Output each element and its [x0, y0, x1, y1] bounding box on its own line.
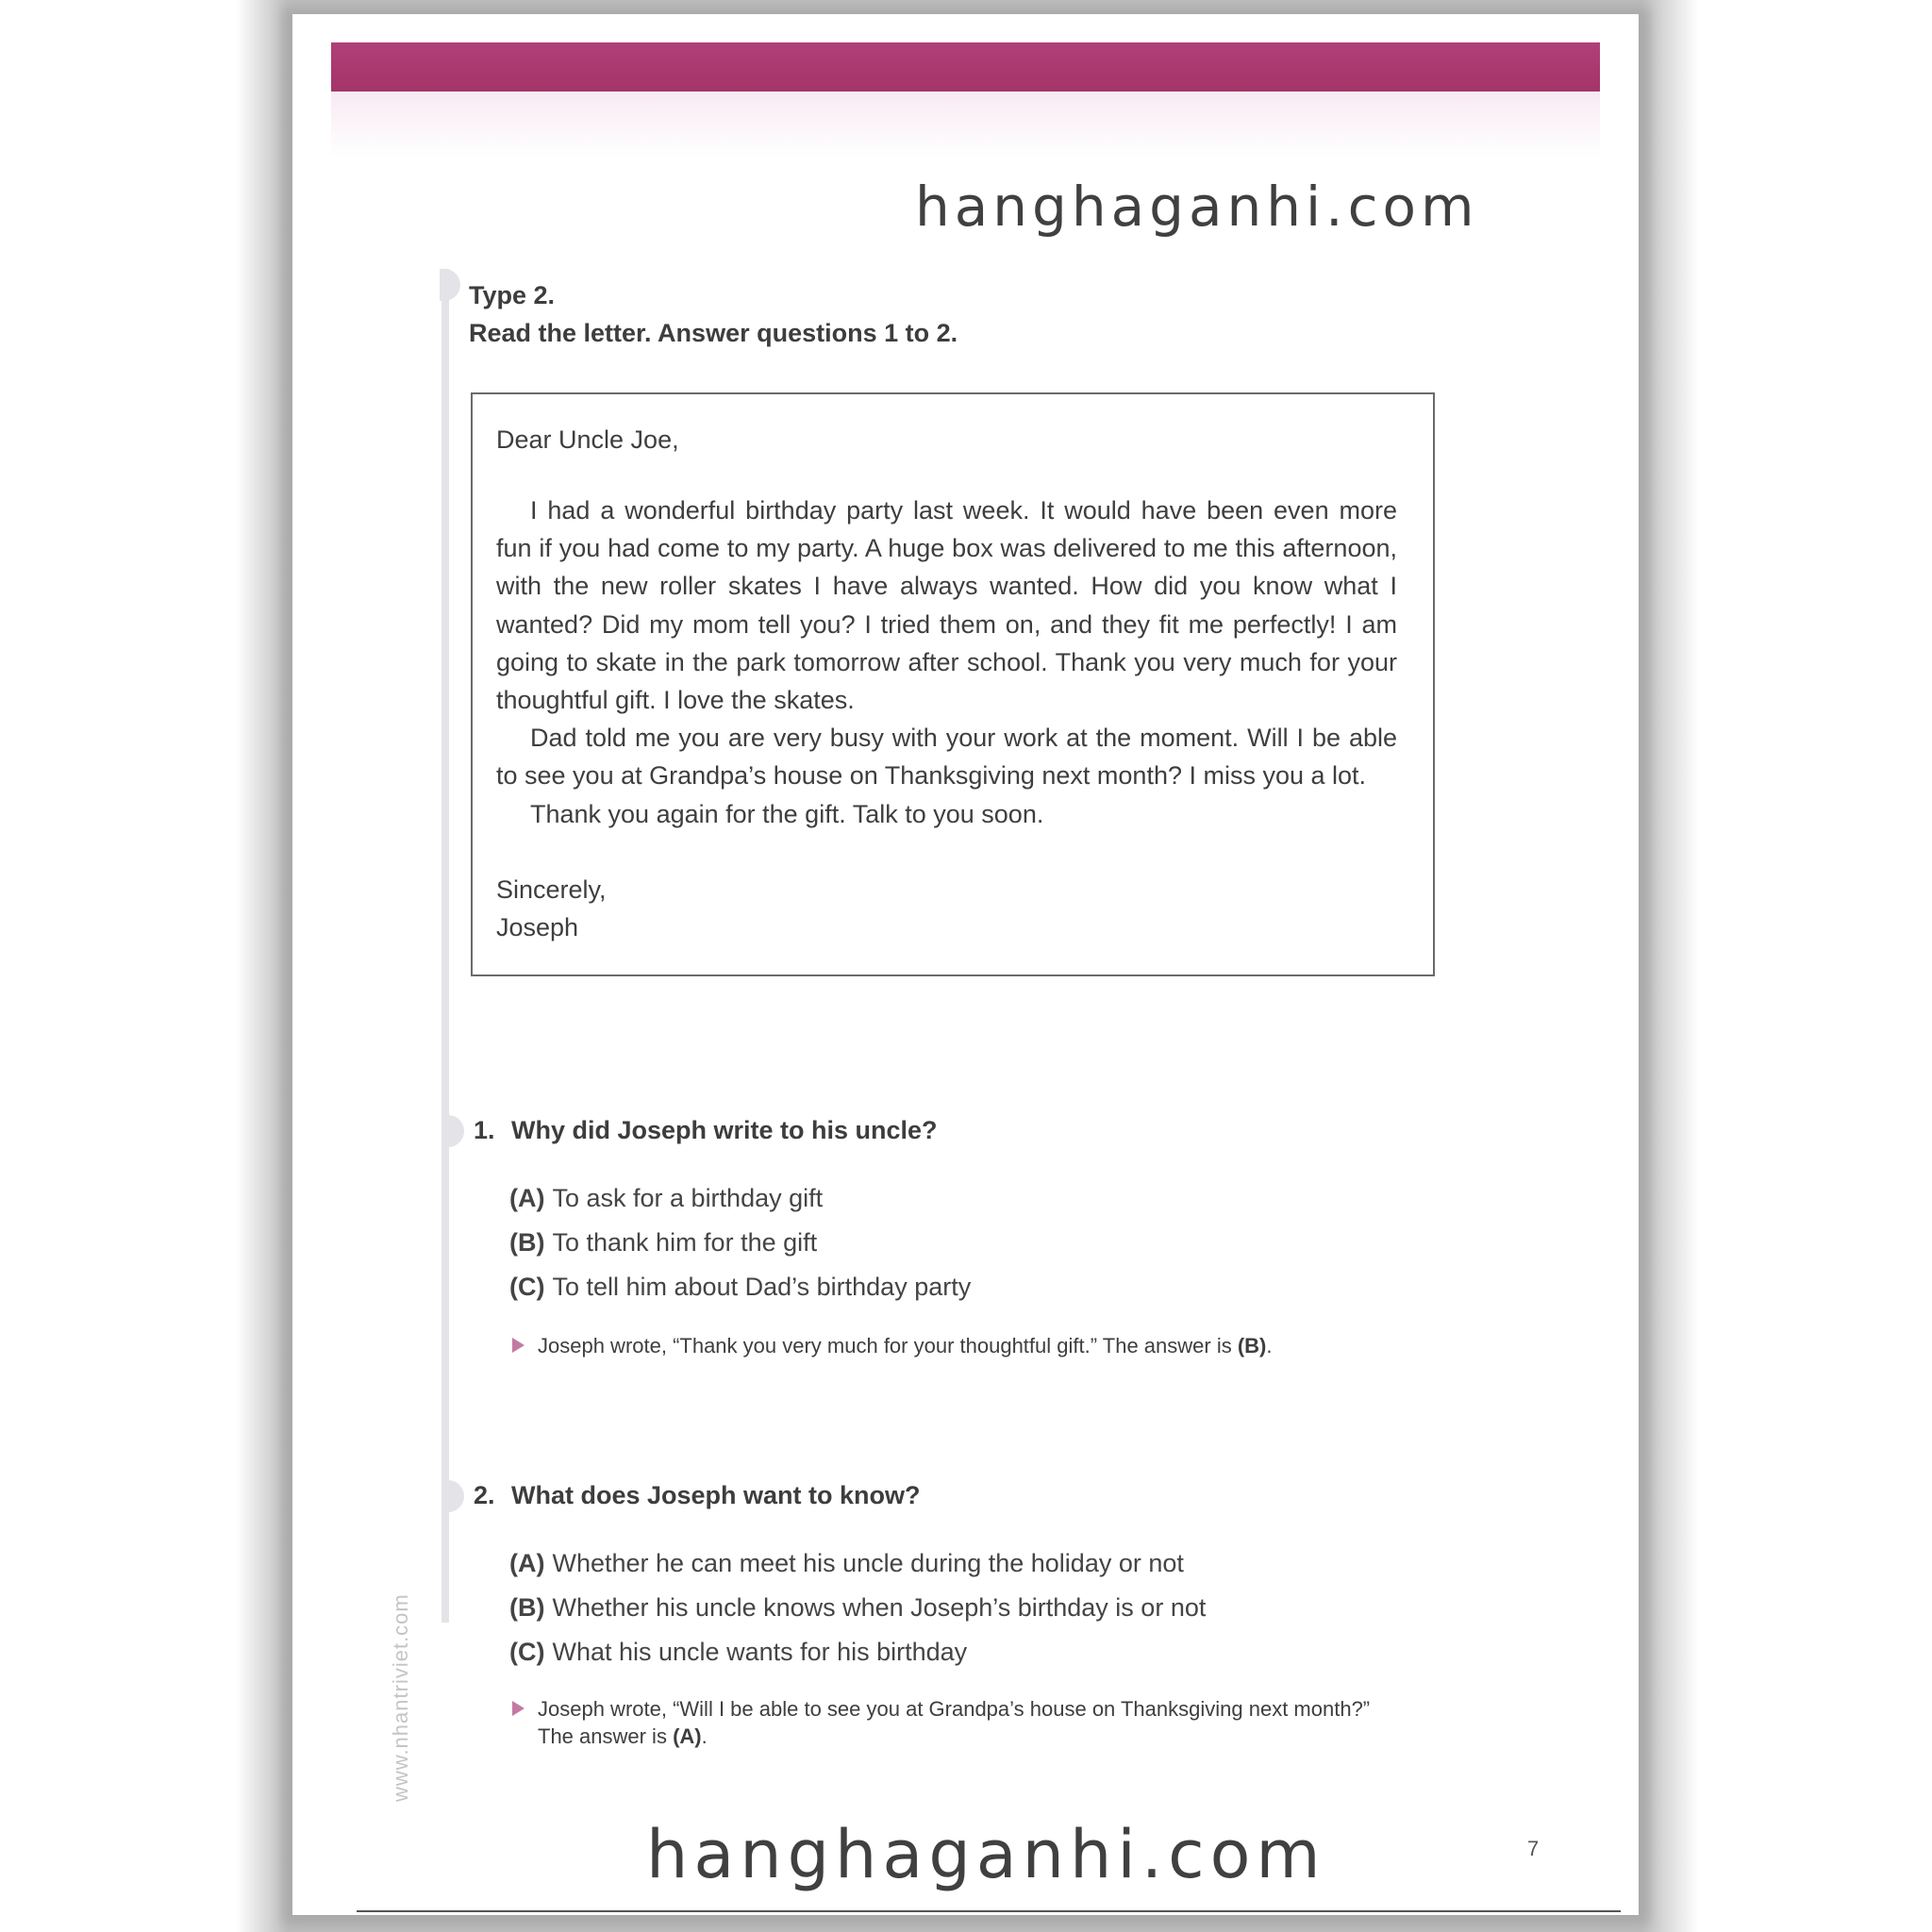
question-number: 1.	[474, 1116, 495, 1144]
bullet-bump-icon	[440, 269, 460, 301]
option-text: Whether his uncle knows when Joseph’s birthday is or not	[552, 1593, 1207, 1622]
question-2	[474, 1481, 921, 1510]
letter-paragraph: Dad told me you are very busy with your work at the moment. Will I be able to see you at Grandpa’s house on Thanksgiving next month? I miss you a lot.	[496, 724, 1397, 791]
letter-closing-line: Sincerely,	[496, 875, 607, 904]
letter-paragraph: I had a wonderful birthday party last week. It would have been even more fun if you had come to my party. A huge box was delivered to me this afternoon, with the new roller skates I have always wanted. How did you know what I wanted? Did my mom tell you? I tried them on, and they fit me perfectly! I am going to skate in the park tomorrow after school. Thank you very much for your thoughtful gift. I love the skates.	[496, 496, 1397, 715]
letter-salutation: Dear Uncle Joe,	[496, 425, 679, 454]
question-text: Why did Joseph write to his uncle?	[511, 1116, 938, 1144]
question-1	[474, 1116, 938, 1145]
watermark-bottom: hanghaganhi.com	[646, 1816, 1326, 1893]
question-1-explanation	[512, 1332, 1273, 1359]
option-b[interactable]	[509, 1221, 971, 1265]
section-type-heading: Type 2.	[469, 281, 556, 309]
option-a[interactable]	[509, 1541, 1206, 1586]
letter-box	[471, 392, 1435, 976]
option-letter: (B)	[509, 1228, 545, 1257]
explanation-text: Joseph wrote, “Thank you very much for your thoughtful gift.” The answer is	[538, 1334, 1232, 1357]
header-band	[331, 42, 1600, 92]
letter-signature: Joseph	[496, 913, 579, 942]
triangle-arrow-icon	[512, 1701, 525, 1716]
book-page	[292, 14, 1639, 1915]
option-text: To ask for a birthday gift	[552, 1184, 824, 1212]
bottom-rule	[357, 1910, 1621, 1912]
bullet-bump-icon	[443, 1115, 464, 1147]
explanation-answer: (B)	[1237, 1334, 1267, 1357]
letter-closing	[496, 871, 1397, 946]
option-letter: (A)	[509, 1184, 545, 1212]
letter-paragraph: Thank you again for the gift. Talk to you soon.	[530, 799, 1044, 828]
explanation-text: Joseph wrote, “Will I be able to see you at Grandpa’s house on Thanksgiving next month?”	[538, 1697, 1371, 1721]
question-2-explanation	[512, 1695, 1408, 1750]
letter-body	[496, 491, 1397, 833]
option-a[interactable]	[509, 1176, 971, 1221]
option-letter: (B)	[509, 1593, 545, 1622]
question-number: 2.	[474, 1481, 495, 1509]
option-text: To tell him about Dad’s birthday party	[552, 1273, 972, 1301]
option-b[interactable]	[509, 1586, 1206, 1630]
option-letter: (C)	[509, 1638, 545, 1666]
explanation-answer-prefix: The answer is	[538, 1724, 667, 1748]
option-text: What his uncle wants for his birthday	[552, 1638, 968, 1666]
option-letter: (A)	[509, 1549, 545, 1577]
section-instructions: Read the letter. Answer questions 1 to 2.	[469, 319, 958, 347]
explanation-suffix: .	[701, 1724, 708, 1748]
option-text: Whether he can meet his uncle during the holiday or not	[552, 1549, 1184, 1577]
watermark-top: hanghaganhi.com	[915, 175, 1479, 239]
question-2-options	[509, 1541, 1206, 1674]
explanation-line2	[512, 1723, 1408, 1750]
side-rule	[441, 269, 449, 1623]
option-c[interactable]	[509, 1265, 971, 1309]
bullet-bump-icon	[443, 1480, 464, 1512]
option-text: To thank him for the gift	[552, 1228, 818, 1257]
option-c[interactable]	[509, 1630, 1206, 1674]
publisher-side-text: www.nhantriviet.com	[389, 1593, 412, 1802]
explanation-suffix: .	[1266, 1334, 1273, 1357]
option-letter: (C)	[509, 1273, 545, 1301]
header-fade	[331, 92, 1600, 158]
explanation-answer: (A)	[673, 1724, 702, 1748]
page-number: 7	[1527, 1837, 1540, 1860]
question-text: What does Joseph want to know?	[511, 1481, 921, 1509]
triangle-arrow-icon	[512, 1338, 525, 1353]
question-1-options	[509, 1176, 971, 1309]
